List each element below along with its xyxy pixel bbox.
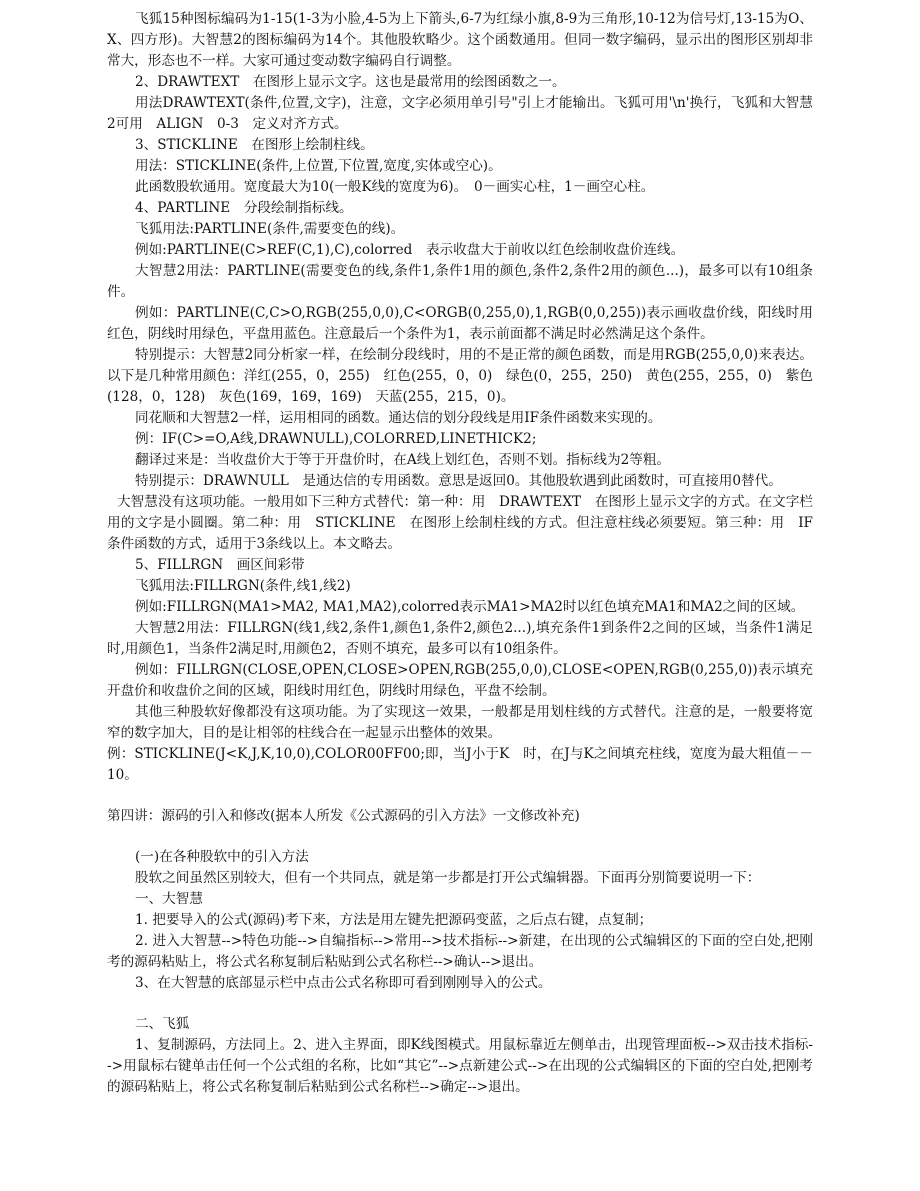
paragraph-stickline-usage: 用法：STICKLINE(条件,上位置,下位置,宽度,实体或空心)。 xyxy=(135,158,502,174)
paragraph-stickline-fill-example: 例：STICKLINE(J<K,J,K,10,0),COLOR00FF00;即，当J小于K 时，在J与K之间填充柱线，宽度为最大粗值－－10。 xyxy=(107,746,813,783)
paragraph-drawnull-tip: 特别提示：DRAWNULL 是通达信的专用函数。意思是返回0。其他股软遇到此函数时，可直接用0替代。 xyxy=(135,473,782,489)
step-dzh-3: 3、在大智慧的底部显示栏中点击公式名称即可看到刚刚导入的公式。 xyxy=(135,975,552,991)
heading-partline: 4、PARTLINE 分段绘制指标线。 xyxy=(135,200,353,216)
heading-drawtext: 2、DRAWTEXT 在图形上显示文字。这也是最常用的绘图函数之一。 xyxy=(135,74,566,90)
heading-fillrgn: 5、FILLRGN 画区间彩带 xyxy=(135,557,305,573)
subheading-feihu: 二、飞狐 xyxy=(135,1016,190,1032)
paragraph-fillrgn-dzh2: 大智慧2用法：FILLRGN(线1,线2,条件1,颜色1,条件2,颜色2...),填充条件1到条件2之间的区域，当条件1满足时,用颜色1，当条件2满足时,用颜色2，否则不填充，最多可以有10组条件。 xyxy=(107,620,813,657)
heading-stickline: 3、STICKLINE 在图形上绘制柱线。 xyxy=(135,137,374,153)
paragraph-partline-feihu: 飞狐用法:PARTLINE(条件,需要变色的线)。 xyxy=(135,221,405,237)
step-feihu: 1、复制源码，方法同上。2、进入主界面，即K线图模式。用鼠标靠近左侧单击，出现管理面板-->双击技术指标-->用鼠标右键单击任何一个公式组的名称，比如“其它”-->点新建公式-->在出现的公式编辑区的下面的空白处,把刚考的源码粘贴上，将公式名称复制后粘贴到公式名称栏-->确定-->退出。 xyxy=(107,1037,813,1095)
paragraph-drawtext-usage: 用法DRAWTEXT(条件,位置,文字)，注意，文字必须用单引号"引上才能输出。飞狐可用'\n'换行，飞狐和大智慧2可用 ALIGN 0-3 定义对齐方式。 xyxy=(107,95,813,132)
paragraph-partline-dzh2: 大智慧2用法：PARTLINE(需要变色的线,条件1,条件1用的颜色,条件2,条件2用的颜色...)，最多可以有10组条件。 xyxy=(107,263,813,300)
step-dzh-1: 1. 把要导入的公式(源码)考下来，方法是用左键先把源码变蓝，之后点右键，点复制； xyxy=(135,912,653,928)
paragraph-partline-dzh2-example: 例如：PARTLINE(C,C>O,RGB(255,0,0),C<ORGB(0,255,0),1,RGB(0,0,255))表示画收盘价线，阳线时用红色，阴线时用绿色，平盘用蓝色。注意最后一个条件为1，表示前面都不满足时必然满足这个条件。 xyxy=(107,305,813,342)
paragraph-fillrgn-example: 例如:FILLRGN(MA1>MA2, MA1,MA2),colorred表示MA1>MA2时以红色填充MA1和MA2之间的区域。 xyxy=(135,599,805,615)
paragraph-fillrgn-dzh2-example: 例如：FILLRGN(CLOSE,OPEN,CLOSE>OPEN,RGB(255,0,0),CLOSE<OPEN,RGB(0,255,0))表示填充开盘价和收盘价之间的区域，阳线时用红色，阴线时用绿色，平盘不绘制。 xyxy=(107,662,813,699)
subheading-dzh: 一、大智慧 xyxy=(135,891,203,907)
paragraph-if-example: 例：IF(C>=O,A线,DRAWNULL),COLORRED,LINETHICK2; xyxy=(135,431,537,447)
step-dzh-2: 2. 进入大智慧-->特色功能-->自编指标-->常用-->技术指标-->新建，在出现的公式编辑区的下面的空白处,把刚考的源码粘贴上，将公式名称复制后粘贴到公式名称栏-->确认-->退出。 xyxy=(107,933,813,970)
document-page xyxy=(107,9,827,1098)
paragraph-import-intro: 股软之间虽然区别较大，但有一个共同点，就是第一步都是打开公式编辑器。下面再分别简要说明一下： xyxy=(135,870,761,886)
paragraph-icon-codes: 飞狐15种图标编码为1-15(1-3为小脸,4-5为上下箭头,6-7为红绿小旗,8-9为三角形,10-12为信号灯,13-15为O、X、四方形)。大智慧2的图标编码为14个。其他股软略少。这个函数通用。但同一数字编码，显示出的图形区别却非常大，形态也不一样。大家可通过变动数字编码自行调整。 xyxy=(107,11,813,69)
paragraph-dzh-alternatives: 大智慧没有这项功能。一般用如下三种方式替代：第一种：用 DRAWTEXT 在图形上显示文字的方式。在文字栏用的文字是小圆圈。第二种：用 STICKLINE 在图形上绘制柱线的方式。但注意柱线必须要短。第三种：用 IF 条件函数的方式，适用于3条线以上。本文略去。 xyxy=(107,494,827,552)
paragraph-if-translation: 翻译过来是：当收盘价大于等于开盘价时，在A线上划红色，否则不划。指标线为2等粗。 xyxy=(135,452,671,468)
section-heading-import: (一)在各种股软中的引入方法 xyxy=(135,849,309,865)
paragraph-partline-example: 例如:PARTLINE(C>REF(C,1),C),colorred 表示收盘大于前收以红色绘制收盘价连线。 xyxy=(135,242,685,258)
paragraph-fillrgn-feihu: 飞狐用法:FILLRGN(条件,线1,线2) xyxy=(135,578,351,594)
paragraph-color-tips: 特别提示：大智慧2同分析家一样，在绘制分段线时，用的不是正常的颜色函数，而是用RGB(255,0,0)来表达。以下是几种常用颜色：洋红(255，0，255) 红色(255，0，0) 绿色(0，255，250) 黄色(255，255，0) 紫色(128，0，128) 灰色(169，169，169) 天蓝(255，215，0)。 xyxy=(107,347,813,405)
paragraph-ths-tdx: 同花顺和大智慧2一样，运用相同的函数。通达信的划分段线是用IF条件函数来实现的。 xyxy=(135,410,662,426)
lecture-heading: 第四讲：源码的引入和修改(据本人所发《公式源码的引入方法》一文修改补充) xyxy=(107,808,580,824)
paragraph-stickline-note: 此函数股软通用。宽度最大为10(一般K线的宽度为6)。 0－画实心柱，1－画空心柱。 xyxy=(135,179,655,195)
paragraph-other-software: 其他三种股软好像都没有这项功能。为了实现这一效果，一般都是用划柱线的方式替代。注意的是，一般要将宽窄的数字加大，目的是让相邻的柱线合在一起显示出整体的效果。 xyxy=(107,704,813,741)
